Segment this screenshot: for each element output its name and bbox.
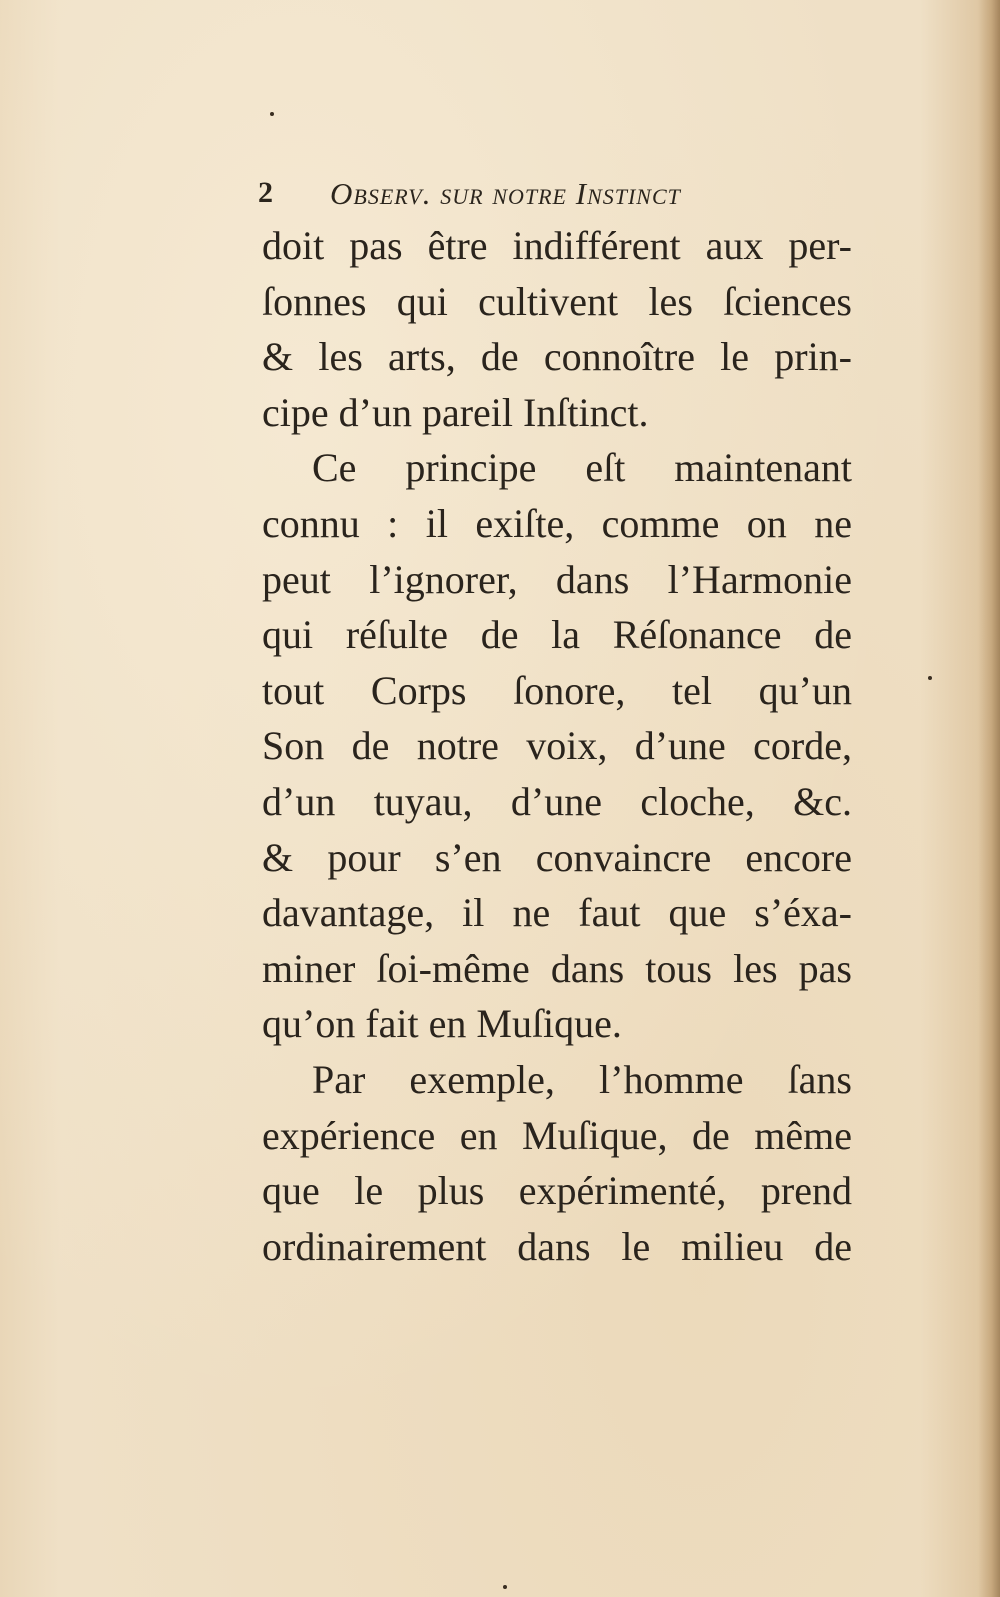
text-line: miner ſoi-même dans tous les pas xyxy=(262,945,852,991)
paper-speck xyxy=(503,1585,507,1589)
text-line: tout Corps ſonore, tel qu’un xyxy=(262,667,852,713)
text-line: davantage, il ne faut que s’éxa- xyxy=(262,890,852,936)
text-line: d’un tuyau, d’une cloche, &c. xyxy=(262,778,852,824)
text-line: ordinairement dans le milieu de xyxy=(262,1223,852,1269)
page-number: 2 xyxy=(258,176,274,209)
text-line: peut l’ignorer, dans l’Harmonie xyxy=(262,556,852,602)
text-line: Ce principe eſt maintenant xyxy=(312,445,852,491)
text-line: & les arts, de connoître le prin- xyxy=(262,334,852,380)
body-text xyxy=(262,218,862,1274)
text-line: que le plus expérimenté, prend xyxy=(262,1168,852,1214)
running-head-title: Observ. sur notre Instinct xyxy=(330,176,681,211)
text-line: & pour s’en convaincre encore xyxy=(262,834,852,880)
text-line: qu’on fait en Muſique. xyxy=(262,1001,622,1047)
text-line: cipe d’un pareil Inſtinct. xyxy=(262,389,649,435)
text-line: Par exemple, l’homme ſans xyxy=(312,1056,852,1102)
paper-speck xyxy=(928,676,932,680)
text-line: doit pas être indifférent aux per- xyxy=(262,223,852,268)
page-edge-shadow xyxy=(978,0,1000,1597)
paper-speck xyxy=(270,112,274,116)
text-line: qui réſulte de la Réſonance de xyxy=(262,612,852,658)
text-line: ſonnes qui cultivent les ſciences xyxy=(262,278,852,324)
text-line: connu : il exiſte, comme on ne xyxy=(262,500,852,546)
text-line: Son de notre voix, d’une corde, xyxy=(262,723,852,769)
text-line: expérience en Muſique, de même xyxy=(262,1112,852,1158)
